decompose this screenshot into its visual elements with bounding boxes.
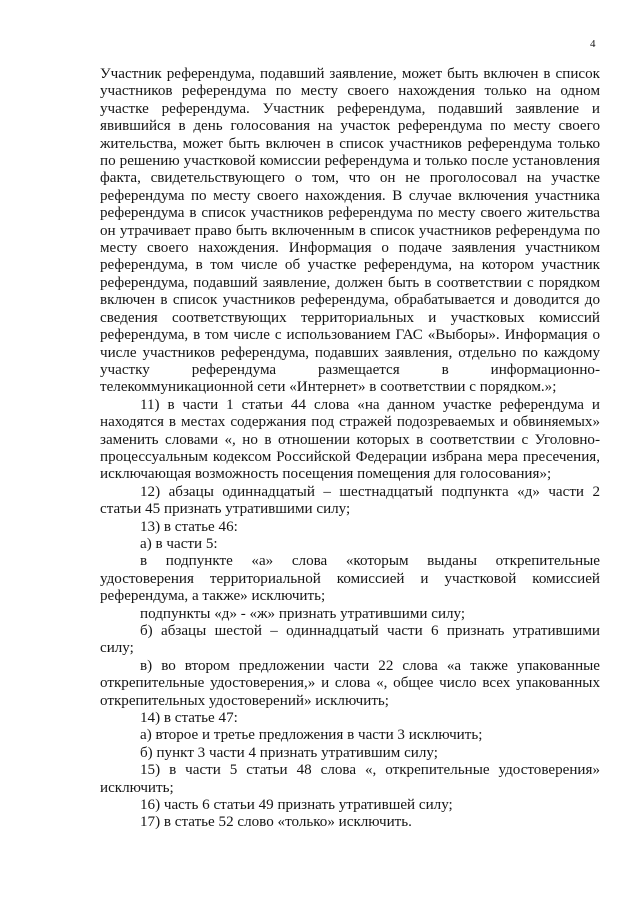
paragraph-item-12: 12) абзацы одиннадцатый – шестнадцатый подпункта «д» части 2 статьи 45 признать утратившими силу; — [100, 483, 600, 518]
paragraph-voter-inclusion-rules: Участник референдума, подавший заявление, может быть включен в список участников референдума по месту своего нахождения только на одном участке референдума. Участник референдума, подавший заявление и явившийся в день голосования на участок референдума по месту своего жительства, может быть включен в список участников референдума только по решению участковой комиссии референдума и только после установления факта, свидетельствующего о том, что он не проголосовал на участке референдума по месту своего нахождения. В случае включения участника референдума в список участников референдума по месту своего жительства он утрачивает право быть включенным в список участников референдума по месту своего нахождения. Информация о подаче заявления участником референдума, в том числе об участке референдума, на котором участник референдума, подавший заявление, должен быть в соответствии с порядком включен в список участников референдума, обрабатывается и доводится до сведения соответствующих территориальных и участковых комиссий референдума, в том числе с использованием ГАС «Выборы». Информация о числе участников референдума, подавших заявления, отдельно по каждому участку референдума размещается в информационно-телекоммуникационной сети «Интернет» в соответствии с порядком.»; — [100, 66, 600, 396]
paragraph-item-14: 14) в статье 47: — [140, 710, 238, 727]
paragraph-item-17: 17) в статье 52 слово «только» исключить. — [140, 814, 412, 831]
paragraph-item-14a: а) второе и третье предложения в части 3 исключить; — [140, 727, 483, 744]
paragraph-item-13a-subitem-a: в подпункте «а» слова «которым выданы открепительные удостоверения территориальной комиссией и участковой комиссией референдума, а также» исключить; — [100, 553, 600, 605]
paragraph-item-15: 15) в части 5 статьи 48 слова «, открепительные удостоверения» исключить; — [100, 762, 600, 796]
document-body — [100, 66, 600, 832]
paragraph-item-13v: в) во втором предложении части 22 слова «а также упакованные открепительные удостоверения,» и слова «, общее число всех упакованных открепительных удостоверений» исключить; — [100, 657, 600, 709]
paragraph-item-11: 11) в части 1 статьи 44 слова «на данном участке референдума и находятся в местах содержания под стражей подозреваемых и обвиняемых» заменить словами «, но в отношении которых в соответствии с Уголовно-процессуальным кодексом Российской Федерации избрана мера пресечения, исключающая возможность посещения помещения для голосования»; — [100, 396, 600, 483]
paragraph-item-13a-subitems-d-zh: подпункты «д» - «ж» признать утратившими силу; — [140, 605, 466, 622]
paragraph-item-13b: б) абзацы шестой – одиннадцатый части 6 признать утратившими силу; — [100, 623, 600, 657]
paragraph-item-14b: б) пункт 3 части 4 признать утратившим силу; — [140, 744, 438, 761]
paragraph-item-16: 16) часть 6 статьи 49 признать утратившей силу; — [140, 797, 453, 814]
page-number: 4 — [590, 38, 596, 50]
paragraph-item-13: 13) в статье 46: — [140, 518, 238, 535]
paragraph-item-13a: а) в части 5: — [140, 535, 218, 552]
